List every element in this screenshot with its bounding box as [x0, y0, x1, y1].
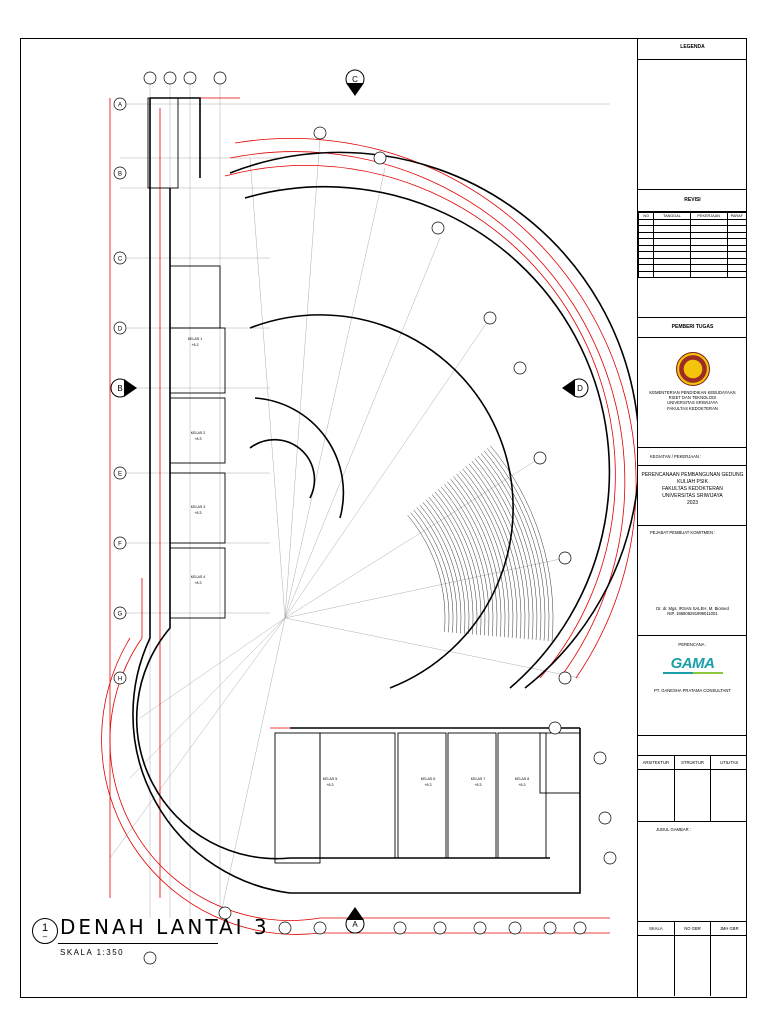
- footer-drawing-count: JMH GBR: [719, 925, 739, 931]
- grid-bubble: [314, 922, 326, 934]
- grid-bubble-label: D: [117, 326, 123, 333]
- building-outline: [133, 98, 637, 893]
- section-marker-d: [562, 379, 588, 397]
- footer-header: [638, 922, 747, 936]
- perencana-block: [638, 636, 747, 736]
- university-seal-icon: [676, 352, 710, 386]
- grid-bubble: [184, 72, 196, 84]
- grid-bubble: [314, 127, 326, 139]
- project-line: UNIVERSITAS SRIWIJAYA: [662, 493, 723, 499]
- drawing-scale: SKALA 1:350: [60, 948, 125, 957]
- grid-bubble: [214, 72, 226, 84]
- grid-bubble: [509, 922, 521, 934]
- grid-bubble: [114, 322, 126, 334]
- grid-bubble: [534, 452, 546, 464]
- grid-bubble-label: F: [118, 541, 122, 548]
- owner-line: UNIVERSITAS SRIWIJAYA: [667, 400, 718, 406]
- footer-values: [638, 936, 747, 996]
- room-label: KELAS 6: [420, 777, 436, 781]
- owner-line: KEMENTERIAN PENDIDIKAN KEBUDAYAAN: [649, 390, 736, 395]
- legenda-header: [638, 38, 747, 60]
- grid-bubble: [114, 467, 126, 479]
- grid-bubble: [559, 552, 571, 564]
- grid-bubble: [434, 922, 446, 934]
- rev-col-work: PEKERJAAN: [690, 213, 727, 220]
- room-label: KELAS 7: [470, 777, 486, 781]
- seat-row: [420, 505, 461, 633]
- seat-row: [429, 497, 473, 634]
- room-level: +8.3: [518, 783, 526, 787]
- seat-row: [411, 513, 449, 633]
- room-label: KELAS 8: [514, 777, 530, 781]
- drawing-number-badge: [32, 918, 58, 944]
- drawing-number-dash: –: [42, 932, 48, 941]
- section-markers: [111, 70, 588, 933]
- rev-col-no: NO: [639, 213, 654, 220]
- room-label: KELAS 4: [190, 575, 206, 579]
- section-marker-b-label: B: [117, 384, 123, 393]
- grid-bubble: [374, 152, 386, 164]
- title-block: [637, 38, 747, 998]
- kegiatan-label: KEGIATAN / PEKERJAAN :: [650, 454, 702, 459]
- grid-bubble-label: A: [117, 102, 123, 109]
- discipline-architecture: ARSITEKTUR: [638, 756, 675, 769]
- project-line: FAKULTAS KEDOKTERAN: [662, 486, 723, 492]
- grid-bubble: [114, 672, 126, 684]
- room-label: KELAS 3: [190, 505, 206, 509]
- room-labels: [188, 337, 530, 787]
- legenda-area: [638, 60, 747, 190]
- grid-bubble: [484, 312, 496, 324]
- grid-bubble: [144, 72, 156, 84]
- owner-line: RISET DAN TEKNOLOGI: [668, 395, 717, 401]
- room-level: +8.3: [194, 511, 202, 515]
- judul-block: [638, 822, 747, 922]
- grid-bubble: [594, 752, 606, 764]
- section-marker-c: [346, 70, 364, 96]
- project-line: PERENCANAAN PEMBANGUNAN GEDUNG: [641, 472, 744, 478]
- grid-bubble: [604, 852, 616, 864]
- drawing-title: DENAH LANTAI 3: [60, 915, 270, 939]
- project-block: [638, 466, 747, 526]
- consultant-name: PT. GANESHA PRATAMA CONSULTANT: [654, 688, 731, 694]
- room-level: +8.3: [424, 783, 432, 787]
- revisi-label: REVISI: [684, 197, 701, 203]
- grid-bubble: [144, 952, 156, 964]
- grid-bubble: [164, 72, 176, 84]
- grid-bubble: [114, 98, 126, 110]
- grid-bubble: [114, 607, 126, 619]
- section-marker-d-label: D: [577, 384, 583, 393]
- grid-bubble-label: C: [117, 256, 123, 263]
- seat-row: [417, 507, 457, 633]
- grid-bubble: [474, 922, 486, 934]
- legenda-label: LEGENDA: [680, 44, 705, 50]
- floor-plan: [20, 38, 637, 998]
- drawing-number: 1: [41, 922, 49, 934]
- revisi-header: [638, 190, 747, 212]
- seat-row: [454, 477, 506, 638]
- pejabat-nip: NIP. 196608291999011001: [667, 611, 718, 617]
- room-level: +8.3: [194, 581, 202, 585]
- seat-row: [475, 459, 533, 640]
- grid-bubble: [559, 672, 571, 684]
- pejabat-name: Dr. dr. Mgs. IRSAN SALEH, M. Biomed: [656, 606, 729, 611]
- project-line: 2023: [686, 500, 699, 506]
- discipline-spacer: [638, 736, 747, 756]
- section-marker-b: [111, 379, 137, 397]
- room-level: +8.3: [326, 783, 334, 787]
- section-marker-a: [346, 907, 364, 933]
- auditorium-seating: [408, 446, 553, 642]
- judul-label: JUDUL GAMBAR :: [656, 827, 691, 832]
- pejabat-label: PEJABAT PEMBUAT KOMITMEN :: [650, 530, 716, 535]
- grid-bubble-label: H: [117, 676, 123, 683]
- revision-table: [638, 212, 747, 318]
- rev-col-sign: PARAF: [727, 213, 746, 220]
- title-underline: [58, 943, 218, 944]
- grid-bubble: [544, 922, 556, 934]
- pemberi-tugas-label: PEMBERI TUGAS: [671, 324, 714, 330]
- room-label: KELAS 5: [322, 777, 338, 781]
- room-label: KELAS 1: [187, 337, 203, 341]
- pemberi-tugas-header: [638, 318, 747, 338]
- room-level: +8.3: [474, 783, 482, 787]
- discipline-utility: UTILITAS: [720, 759, 739, 765]
- seat-row: [472, 461, 529, 639]
- discipline-signatures: [638, 770, 747, 822]
- discipline-header: [638, 756, 747, 770]
- grid-bubble: [114, 252, 126, 264]
- consultant-logo-bar: [663, 672, 723, 674]
- seat-row: [432, 495, 477, 635]
- grid-bubble: [514, 362, 526, 374]
- footer-drawing-no: NO GBR: [675, 922, 712, 935]
- grid-bubble: [114, 537, 126, 549]
- seat-row: [438, 489, 485, 635]
- seat-row: [408, 515, 445, 632]
- revision-table-grid: [638, 212, 747, 278]
- consultant-logo: GAMA: [670, 655, 715, 673]
- discipline-structure: STRUKTUR: [675, 756, 712, 769]
- kegiatan-header: [638, 448, 747, 466]
- grid-bubble-label: B: [117, 171, 123, 178]
- section-marker-a-label: A: [352, 920, 358, 929]
- room-label: KELAS 2: [190, 431, 206, 435]
- grid-bubble: [599, 812, 611, 824]
- floor-plan-svg: [20, 38, 637, 998]
- grid-bubble: [114, 167, 126, 179]
- footer-scale: SKALA: [638, 922, 675, 935]
- grid-bubble-label: E: [117, 471, 123, 478]
- pejabat-block: [638, 526, 747, 636]
- perencana-label: PERENCANA :: [678, 642, 707, 647]
- grid-bubble: [279, 922, 291, 934]
- seat-row: [426, 500, 469, 634]
- grid-lines: [110, 78, 610, 918]
- dimension-arcs: [102, 98, 637, 934]
- grid-bubble: [432, 222, 444, 234]
- owner-line: FAKULTAS KEDOKTERAN: [667, 405, 718, 411]
- grid-bubble: [574, 922, 586, 934]
- grid-bubble-label: G: [117, 611, 123, 618]
- grid-bubbles: [114, 72, 616, 964]
- project-line: KULIAH PSIK: [677, 479, 708, 485]
- seat-row: [423, 502, 465, 633]
- grid-bubble: [549, 722, 561, 734]
- seat-row: [414, 510, 453, 633]
- room-level: +8.3: [191, 343, 199, 347]
- room-level: +8.3: [194, 437, 202, 441]
- rev-col-date: TANGGAL: [654, 213, 691, 220]
- owner-block: [638, 338, 747, 448]
- grid-bubble: [394, 922, 406, 934]
- section-marker-c-label: C: [352, 75, 358, 84]
